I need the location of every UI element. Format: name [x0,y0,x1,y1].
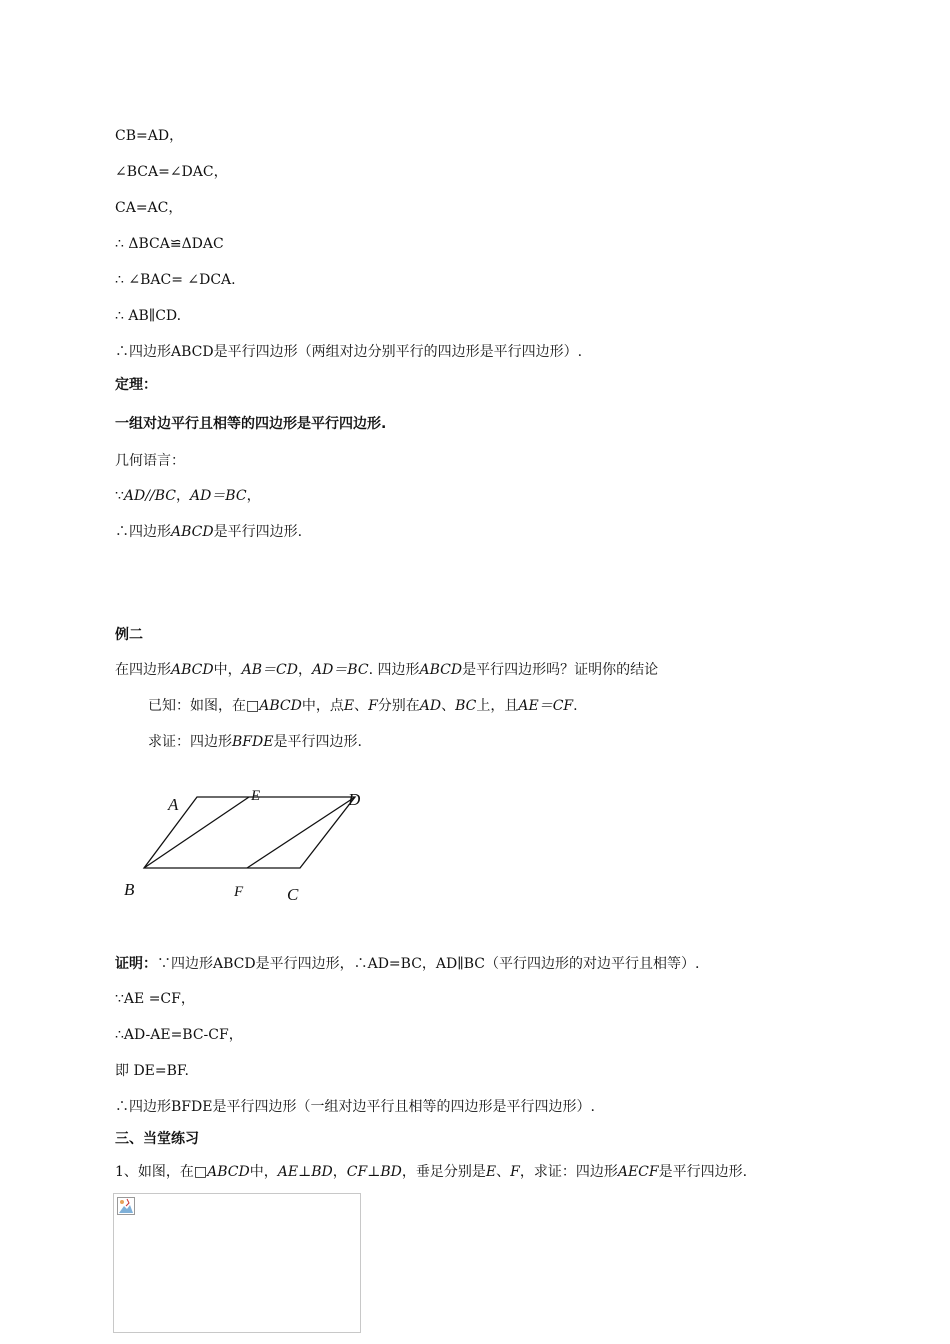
parallelogram-figure [110,780,380,910]
equation: AD＝BC [311,662,369,678]
question-text: 是平行四边形吗？证明你的结论 [462,662,659,678]
equation: AB＝CD [241,662,298,678]
prove-text: 求证：四边形 [148,734,232,750]
shape-name: ABCD [419,662,463,678]
example2-question [115,660,658,680]
exercise-figure-placeholder [113,1193,361,1333]
proof2-line-3: ∴AD-AE=BC-CF， [115,1027,243,1043]
proof-label: 证明： [115,956,157,972]
label-d: D [348,790,361,809]
point-name: E [343,698,355,714]
proof2-line-4: 即 DE=BF. [115,1063,189,1079]
theorem-conclusion [115,522,302,542]
label-b: B [124,880,135,899]
label-c: C [287,885,299,904]
label-a: A [168,795,179,814]
proof1-line-4: ∴ ΔBCA≌ΔDAC [115,236,224,252]
comma: ， [297,662,312,678]
condition: AE⊥BD [277,1164,333,1180]
point-name: F [510,1164,520,1180]
label-e: E [251,788,261,804]
question-text: 在四边形 [115,662,171,678]
proof2-line-1 [115,954,699,974]
equation: AE＝CF [518,698,574,714]
question-text: . 四边形 [368,662,420,678]
period: . [573,698,578,714]
segment-fd [247,797,355,868]
question-text: 1、如图，在 [115,1164,194,1180]
shape-name: ABCD [171,524,214,540]
proof2-line-2: ∵AE =CF， [115,991,195,1007]
separator: 、 [441,698,456,714]
proof2-conclusion: ∴四边形BFDE是平行四边形（一组对边平行且相等的四边形是平行四边形）. [115,1099,595,1115]
comma: ， [175,488,190,504]
because-symbol: ∵ [115,488,124,504]
proof1-line-3: CA=AC， [115,200,183,216]
therefore-text: ∴四边形 [115,524,171,540]
question-text: ，垂足分别是 [401,1164,486,1180]
proof-text: ∵四边形ABCD是平行四边形，∴AD=BC，AD∥BC（平行四边形的对边平行且相等）. [157,956,700,972]
example2-heading: 例二 [115,627,143,643]
section3-heading: 三、当堂练习 [115,1131,199,1147]
segment-be [144,797,249,868]
condition-parallel: AD//BC [123,488,176,504]
label-f: F [234,884,244,900]
comma: ， [246,488,261,504]
given-text: 中，点 [301,698,344,714]
condition-equal: AD＝BC [189,488,247,504]
proof1-line-6: ∴ AB∥CD. [115,308,182,324]
question-text: 是平行四边形. [658,1164,748,1180]
question-text: ，求证：四边形 [519,1164,618,1180]
point-name: E [485,1164,497,1180]
shape-name: BFDE [232,734,274,750]
proof1-line-5: ∴ ∠BAC= ∠DCA. [115,272,236,288]
example2-prove [148,732,362,752]
question-text: 中， [213,662,242,678]
conclusion-text: 是平行四边形. [213,524,303,540]
theorem-statement: 一组对边平行且相等的四边形是平行四边形. [115,416,387,432]
comma: ， [332,1164,347,1180]
geometry-language-label: 几何语言： [115,453,185,469]
prove-text: 是平行四边形. [273,734,362,750]
point-name: F [368,698,378,714]
shape-name: □ABCD [193,1164,250,1180]
theorem-heading: 定理： [115,377,157,393]
separator: 、 [496,1164,511,1180]
question-text: 中， [249,1164,278,1180]
proof1-line-2: ∠BCA=∠DAC， [115,164,228,180]
theorem-condition [115,486,261,506]
segment-name: BC [455,698,477,714]
shape-name: □ABCD [246,698,302,714]
given-text: 上，且 [476,698,519,714]
segment-name: AD [419,698,442,714]
given-text: 已知：如图，在 [148,698,246,714]
given-text: 分别在 [377,698,420,714]
example2-given [148,696,578,716]
shape-name: ABCD [171,662,214,678]
shape-name: AECF [617,1164,659,1180]
proof1-line-1: CB=AD， [115,128,184,144]
exercise-1-question [115,1162,747,1182]
separator: 、 [354,698,369,714]
condition: CF⊥BD [346,1164,402,1180]
proof1-conclusion: ∴四边形ABCD是平行四边形（两组对边分别平行的四边形是平行四边形）. [115,344,583,360]
broken-image-icon [117,1197,135,1215]
